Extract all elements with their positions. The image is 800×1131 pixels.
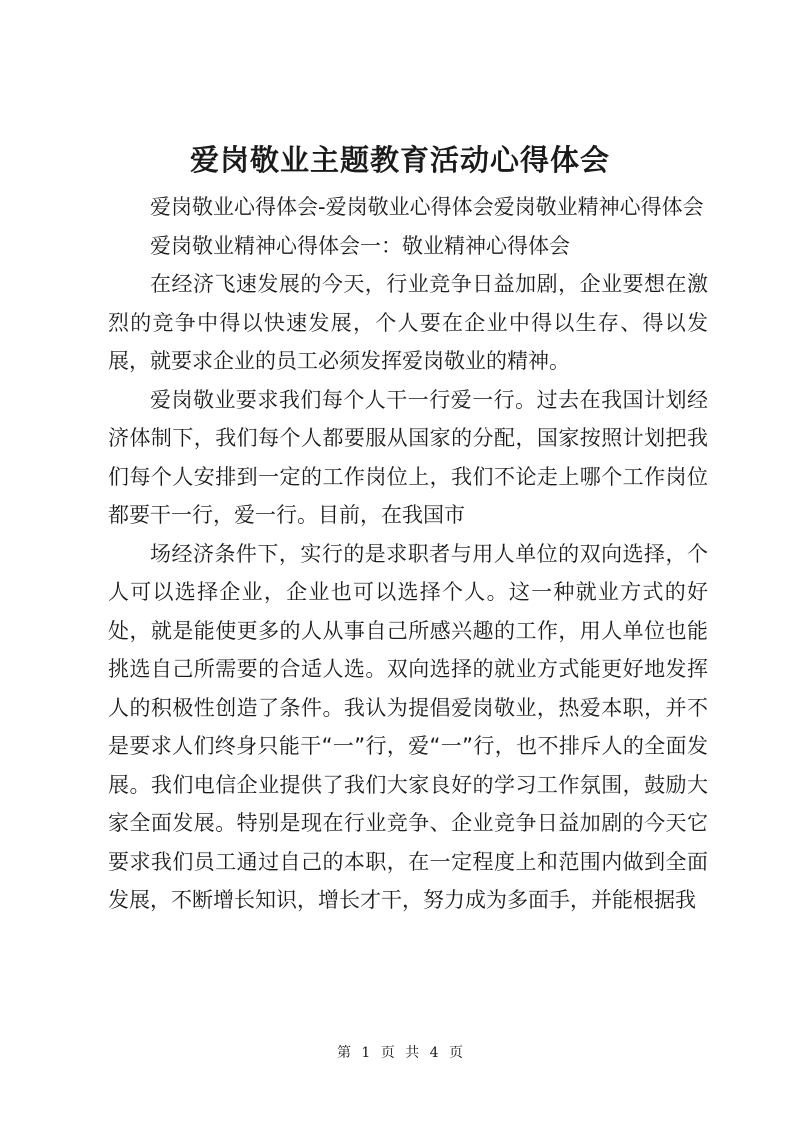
document-title: 爱岗敬业主题教育活动心得体会 xyxy=(189,143,610,177)
paragraph-intro: 在经济飞速发展的今天，行业竞争日益加剧，企业要想在激烈的竞争中得以快速发展，个人要在企业中得以生存、得以发展，就要求企业的员工必须发挥爱岗敬业的精神。 xyxy=(108,272,708,373)
paragraph-planned-economy: 爱岗敬业要求我们每个人干一行爱一行。过去在我国计划经济体制下，我们每个人都要服从国家的分配，国家按照计划把我们每个人安排到一定的工作岗位上，我们不论走上哪个工作岗位都要干一行，爱一行。目前，在我国市 xyxy=(108,387,708,527)
page-number-footer: 第 1 页 共 4 页 xyxy=(336,1045,464,1061)
paragraph-subtitle: 爱岗敬业心得体会-爱岗敬业心得体会爱岗敬业精神心得体会 xyxy=(150,195,704,219)
document-body xyxy=(108,188,708,920)
paragraph-market-economy: 场经济条件下，实行的是求职者与用人单位的双向选择，个人可以选择企业，企业也可以选择个人。这一种就业方式的好处，就是能使更多的人从事自己所感兴趣的工作，用人单位也能挑选自己所需要的合适人选。双向选择的就业方式能更好地发挥人的积极性创造了条件。我认为提倡爱岗敬业，热爱本职，并不是要求人们终身只能干“一”行，爱“一”行，也不排斥人的全面发展。我们电信企业提供了我们大家良好的学习工作氛围，鼓励大家全面发展。特别是现在行业竞争、企业竞争日益加剧的今天它要求我们员工通过自己的本职，在一定程度上和范围内做到全面发展，不断增长知识，增长才干，努力成为多面手，并能根据我 xyxy=(108,541,708,912)
paragraph-section-heading: 爱岗敬业精神心得体会一：敬业精神心得体会 xyxy=(150,233,570,258)
